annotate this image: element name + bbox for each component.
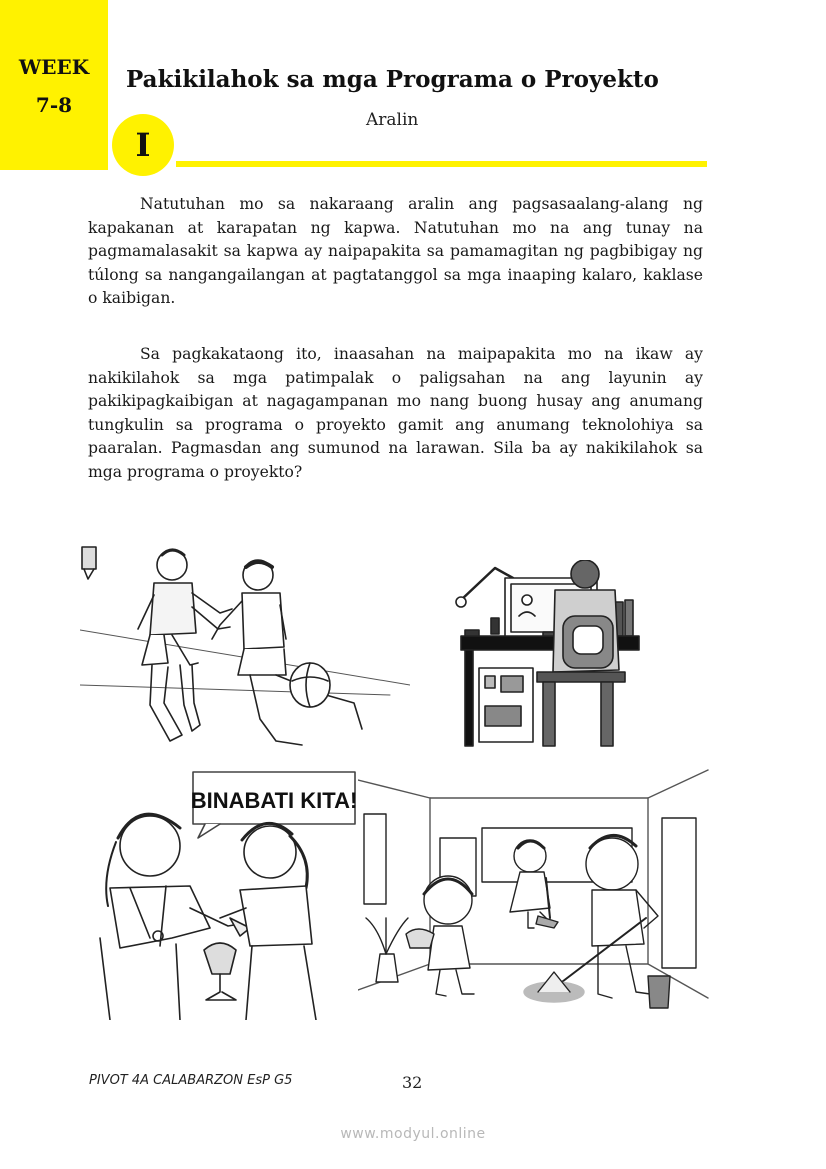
week-range: 7-8 xyxy=(35,93,73,117)
week-label: WEEK xyxy=(18,55,90,79)
footer-source: PIVOT 4A CALABARZON EsP G5 xyxy=(89,1073,293,1088)
section-letter-badge: I xyxy=(112,114,174,176)
lesson-subtitle: Aralin xyxy=(366,110,419,130)
award-handshake-illustration xyxy=(80,768,360,1020)
basketball-players-illustration xyxy=(80,535,410,760)
page-number: 32 xyxy=(402,1073,423,1092)
speech-bubble-text: BINABATI KITA! xyxy=(190,788,358,813)
computer-desk-illustration xyxy=(455,560,645,748)
week-badge xyxy=(0,0,108,170)
instruction-paragraph: Sa pagkakataong ito, inaasahan na maipapakita mo na ikaw ay nakikilahok sa mga patimpalak o paligsahan na ang layunin ay pakikipagkaibigan at nagagampanan mo nang buong husay ang anumang tungkulin sa programa o proyekto gamit ang anumang teknolohiya sa paaralan. Pagmasdan ang sumunod na larawan. Sila ba ay nakikilahok sa mga programa o proyekto? xyxy=(88,345,703,481)
intro-paragraph: Natutuhan mo sa nakaraang aralin ang pagsasaalang-alang ng kapakanan at karapatan ng kapwa. Natutuhan mo na ang tunay na pagmamalasakit sa kapwa ay naipapakita sa pamamagitan ng pagbibigay ng túlong sa nangangailangan at pagtatanggol sa mga inaaping kalaro, kaklase o kaibigan. xyxy=(88,195,703,307)
watermark-text: www.modyul.online xyxy=(340,1126,486,1142)
classroom-cleaning-illustration xyxy=(358,768,710,1020)
page-title: Pakikilahok sa mga Programa o Proyekto xyxy=(126,66,659,93)
title-divider xyxy=(176,161,707,167)
